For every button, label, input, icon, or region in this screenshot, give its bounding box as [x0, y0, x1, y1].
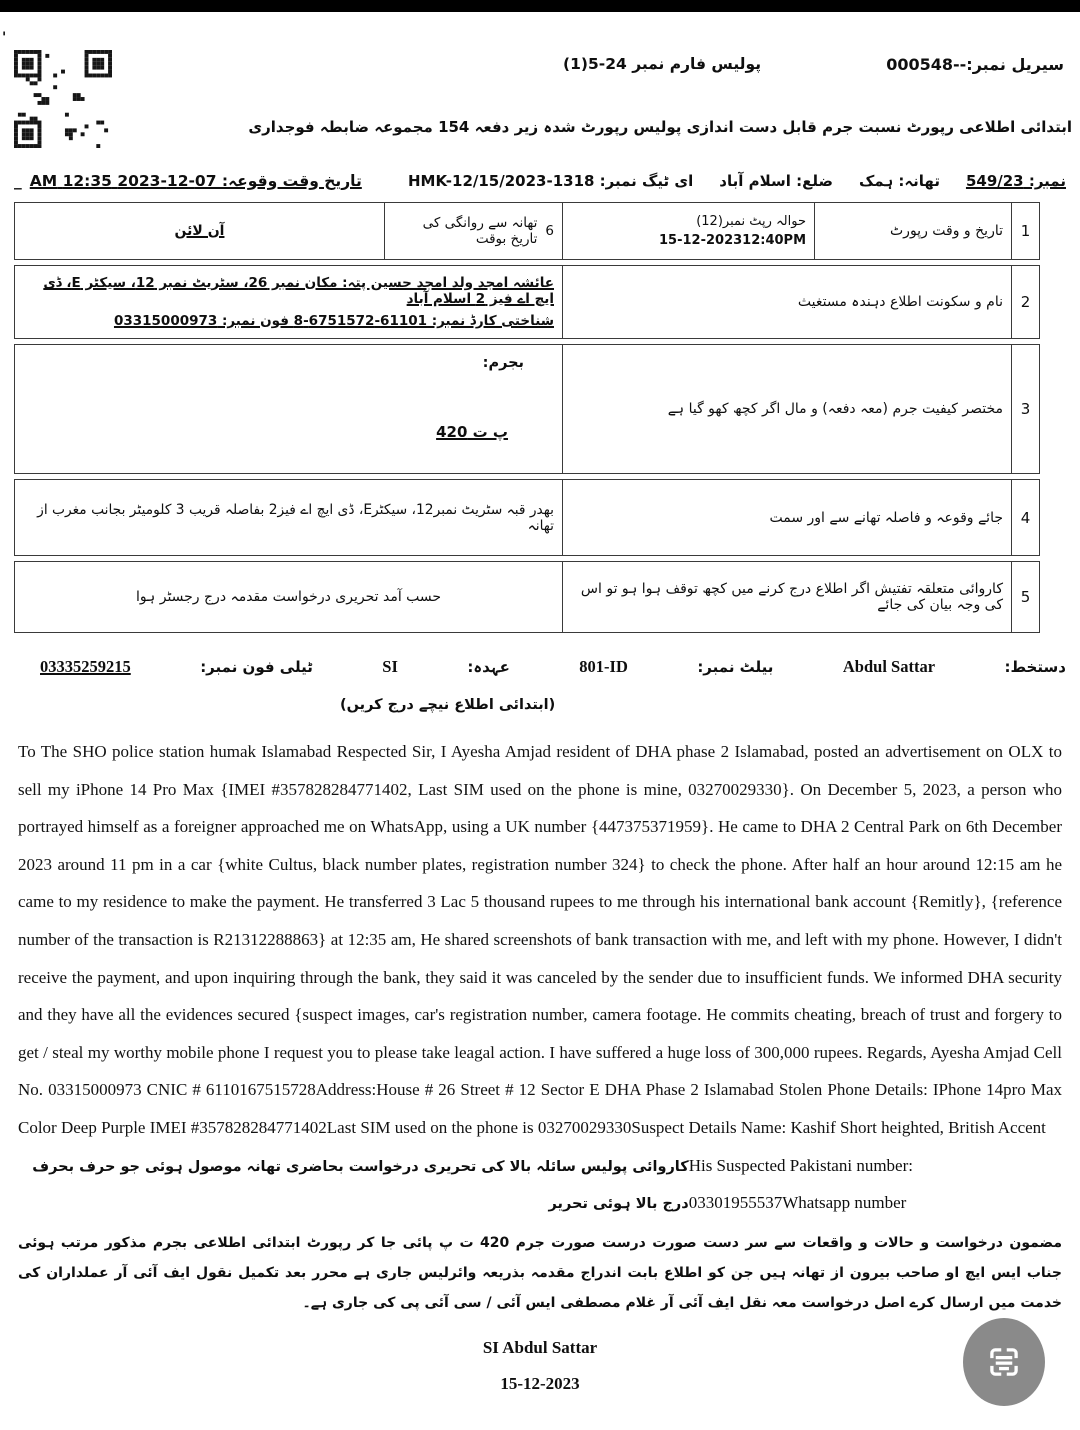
departure-value-cell: [15, 203, 384, 259]
occurrence-datetime-group: [14, 172, 362, 190]
signature-block: [18, 1330, 1062, 1402]
telephone-value: 03335259215: [40, 657, 131, 676]
row-number: 5: [1011, 562, 1039, 632]
belt-number-label: بیلٹ نمبر:: [697, 658, 774, 676]
scan-button[interactable]: [963, 1318, 1045, 1406]
complainant-cnic-phone: شناختی کارڈ نمبر: 61101-6751572-8 فون نمبر: 03315000973: [113, 313, 554, 329]
district: ضلع: اسلام آباد: [719, 172, 833, 190]
rank-value: SI: [382, 657, 398, 676]
belt-number-value: 801-ID: [579, 657, 628, 676]
offence-label: مختصر کیفیت جرم (معہ دفعہ) و مال اگر کچھ کھو گیا ہے: [562, 345, 1011, 473]
delay-label: کاروائی متعلقہ تفتیش اگر اطلاع درج کرنے میں کچھ توقف ہوا ہو تو اس کی وجہ بیان کی جائے: [562, 562, 1011, 632]
complaint-section: [18, 733, 1062, 1402]
place-label: جائے وقوعہ و فاصلہ تھانے سے اور سمت: [562, 480, 1011, 555]
mixed-line-english: His Suspected Pakistani number: 03301955537Whatsapp number: [688, 1155, 913, 1213]
signing-date: 15-12-2023: [500, 1373, 580, 1393]
fir-reference-group: [408, 172, 1066, 190]
info-line: [14, 172, 1066, 190]
complainant-label: نام و سکونت اطلاع دہندہ مستغیث: [562, 266, 1011, 338]
table-row-place-of-occurrence: [14, 479, 1040, 556]
closing-urdu-text: مضمون درخواست و حالات و واقعات سے سر دست صورت درست صورت جرم 420 ت پ پائی جا کر رپورٹ ابتدائی اطلاعی بجرم مذکور مرتب ہوئی جناب ایس ایچ او صاحب بیرون از تھانہ ہیں جن کو اطلاع بابت اندراج مقدمہ بذریعہ وائرلیس جاری ہے محرر بعد تکمیل نقول ایف آئی آر عملداران کی خدمت میں ارسال کرے اصل درخواست معہ نقل ایف آئی آر غلام مصطفی ایس آئی / سی آئی پی کی جاری ہے۔: [18, 1234, 1062, 1311]
fir-number: نمبر: 549/23: [965, 172, 1066, 190]
etag-number: ای ٹیگ نمبر: HMK-12/15/2023-1318: [407, 172, 694, 190]
place-value: بھدر قبہ سٹریٹ نمبر12، سیکٹرE، ڈی ایچ اے فیز2 بفاصلہ قریب 3 کلومیٹر بجانب مغرب از تھانہ: [37, 501, 554, 534]
qr-code: [13, 50, 113, 148]
complainant-details-cell: [15, 266, 562, 338]
place-value-cell: [15, 480, 562, 555]
serial-number: سیریل نمبر:--000548: [886, 55, 1064, 74]
police-station: تھانہ: ہمک: [858, 172, 940, 190]
rapat-number-label: حوالہ رپٹ نمبر(12): [696, 214, 806, 229]
delay-value: حسب آمد تحریری درخواست مقدمہ درج رجسٹر ہوا: [135, 589, 442, 605]
officer-name: Abdul Sattar: [842, 657, 936, 676]
table-row-offence: [14, 344, 1040, 474]
table-row-complainant: [14, 265, 1040, 339]
mixed-line-urdu: کاروائی پولیس سائلہ بالا کی تحریری درخواست بحاضری تھانہ موصول ہوئی جو حرف بحرف درج بالا ہوئی تحریر: [32, 1158, 689, 1213]
underscore-mark: _: [14, 172, 22, 190]
offence-section: پ ت 420: [436, 423, 508, 441]
departure-value: آن لائن: [174, 223, 225, 239]
officer-line: [40, 657, 1066, 677]
complainant-name-address: عائشہ امجد ولد امجد حسین پتہ: مکان نمبر 26، سٹریٹ نمبر 12، سیکٹر E، ڈی ایچ اے فیز 2 اسلام آباد: [43, 275, 554, 307]
mixed-language-line: [18, 1147, 1062, 1224]
table-row-report-datetime: [14, 202, 1040, 260]
signature-label: دستخط:: [1004, 658, 1066, 676]
report-subtitle: ابتدائی اطلاعی رپورٹ نسبت جرم قابل دست اندازی پولیس رپورٹ شدہ زیر دفعہ 154 مجموعہ ضابطہ فوجداری: [248, 118, 1072, 136]
occurrence-datetime: تاریخ وقت وقوعہ: 07-12-2023 12:35 AM: [29, 172, 362, 190]
scan-edge-bar: [0, 0, 1080, 12]
fir-table: [14, 202, 1040, 638]
complaint-text: To The SHO police station humak Islamabad Respected Sir, I Ayesha Amjad resident of DHA phase 2 Islamabad, posted an advertisement on OLX to sell my iPhone 14 Pro Max {IMEI #357828284771402, Last SIM used on the phone is mine, 03270029330}. On December 5, 2023, a person who portrayed himself as a foreigner approached me on WhatsApp, using a UK number {447375371959}. He came to DHA 2 Central Park on 6th December 2023 around 11 pm in a car {white Cultus, black number plates, registration number 324} to check the phone. After half an hour around 12:15 am he came to my residence to make the payment. He transferred 3 Lac 5 thousand rupees to me through his international bank account {Remitly}, {reference number of the transaction is R21312288863} at 12:35 am, He shared screenshots of bank transaction with me, and left with my phone. However, I didn't receive the payment, and upon inquiring through the bank, they said it was canceled by the sender due to insufficient funds. We informed DHA security and they have all the evidences secured {suspect images, car's registration number, camera footage. He commits cheating, breach of trust and forgery to get / steal my worthy mobile phone I request you to please take leagal action. I have suffered a huge loss of 300,000 rupees. Regards, Ayesha Amjad Cell No. 03315000973 CNIC # 6110167515728Address:House # 26 Street # 12 Sector E DHA Phase 2 Islamabad Stolen Phone Details: IPhone 14pro Max Color Deep Purple IMEI #357828284771402Last SIM used on the phone is 03270029330Suspect Details Name: Kashif Short heighted, British Accent: [18, 742, 1062, 1137]
row-number: 2: [1011, 266, 1039, 338]
rapat-reference-cell: [562, 203, 814, 259]
initial-report-note: (ابتدائی اطلاع نیچے درج کریں): [340, 697, 556, 713]
police-form-number: پولیس فارم نمبر 24-5(1): [563, 55, 762, 73]
telephone-label: ٹیلی فون نمبر:: [200, 658, 313, 676]
offence-value-cell: [15, 345, 562, 473]
document-scan-icon: [982, 1340, 1026, 1384]
column-number: 6: [545, 223, 554, 239]
rank-label: عہدہ:: [467, 658, 510, 676]
departure-cell: [384, 203, 562, 259]
row-number: 3: [1011, 345, 1039, 473]
delay-value-cell: [15, 562, 562, 632]
signing-officer-name: SI Abdul Sattar: [482, 1337, 598, 1357]
departure-label: تھانہ سے روانگی کی تاریخ بوقت: [422, 215, 538, 247]
row-number: 4: [1011, 480, 1039, 555]
stray-mark: ': [2, 30, 7, 46]
report-datetime-label: تاریخ و وقت رپورٹ: [814, 203, 1011, 259]
rapat-datetime-value: 15-12-202312:40PM: [659, 233, 806, 248]
offence-prefix: بجرم:: [482, 355, 524, 371]
table-row-investigation-delay: [14, 561, 1040, 633]
row-number: 1: [1011, 203, 1039, 259]
